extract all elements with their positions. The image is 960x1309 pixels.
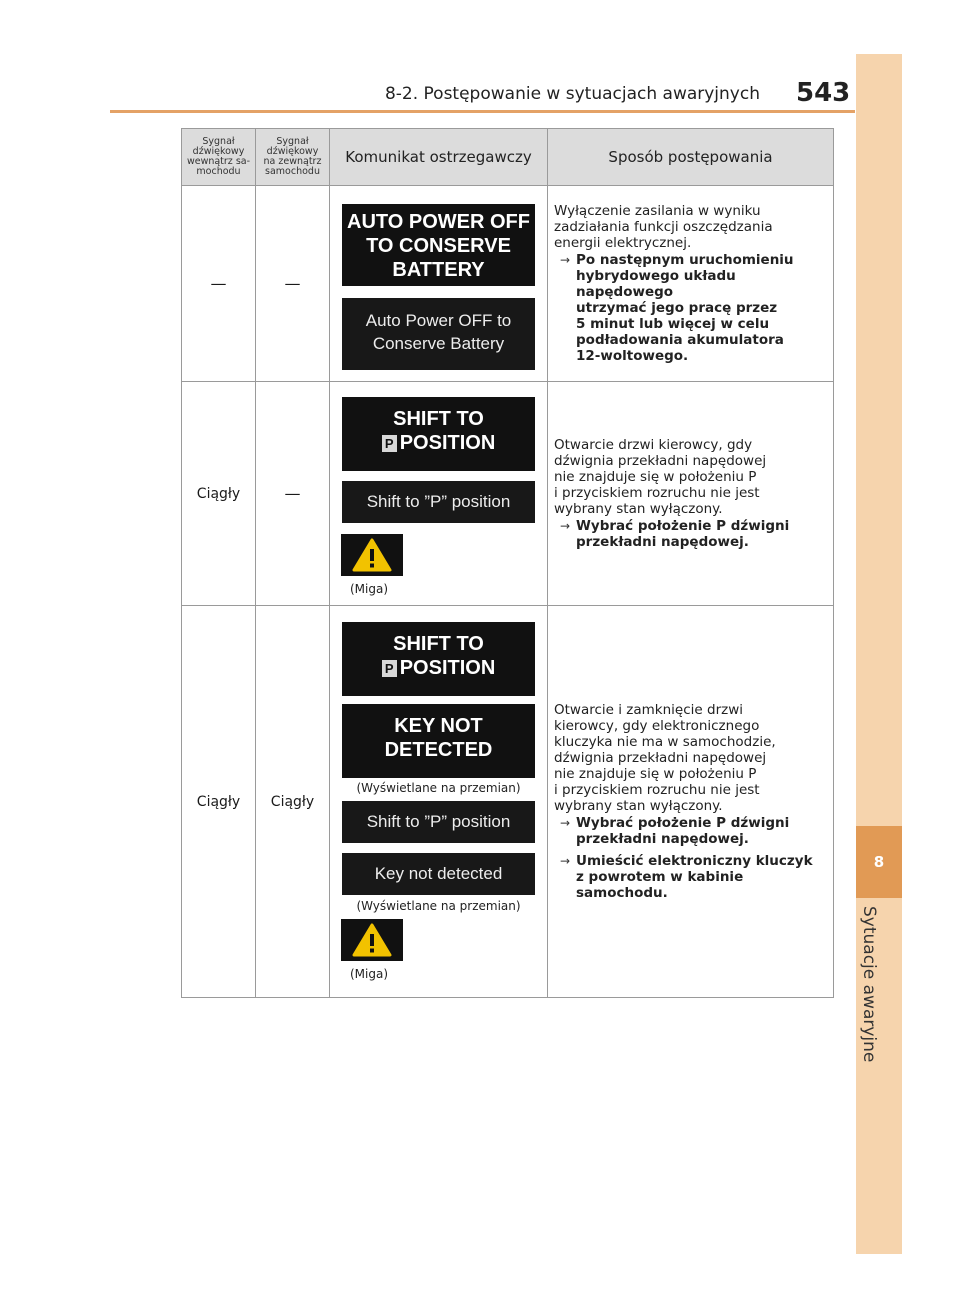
- step-line: 5 minut lub więcej w celu: [576, 316, 770, 332]
- desc-line: Wyłączenie zasilania w wyniku: [554, 203, 761, 219]
- inside-buzzer-cell: Ciągły: [182, 382, 256, 606]
- description: [554, 437, 829, 517]
- step-line: Wybrać położenie P dźwigni: [576, 815, 790, 831]
- desc-line: wybrany stan wyłączony.: [554, 798, 723, 814]
- action-step: [554, 252, 829, 364]
- p-badge-icon: P: [382, 435, 397, 452]
- display-auto-power-off-caps: [342, 204, 535, 286]
- message-cell: [330, 382, 548, 606]
- header-action: Sposób postępowania: [548, 129, 834, 186]
- display-key-not-detected: Key not detected: [342, 853, 535, 895]
- step-line: Umieścić elektroniczny kluczyk: [576, 853, 813, 869]
- inside-buzzer-cell: —: [182, 186, 256, 382]
- step-line: 12-woltowego.: [576, 348, 689, 364]
- chapter-tab[interactable]: 8: [856, 826, 902, 898]
- display-shift-to-p: Shift to ”P” position: [342, 481, 535, 523]
- desc-line: dźwignia przekładni napędowej: [554, 453, 767, 469]
- desc-line: nie znajduje się w położeniu P: [554, 766, 757, 782]
- arrow-right-icon: →: [559, 854, 571, 868]
- desc-line: Otwarcie i zamknięcie drzwi: [554, 702, 744, 718]
- header-message: Komunikat ostrzegawczy: [330, 129, 548, 186]
- warning-triangle-icon: [352, 538, 392, 572]
- display-key-not-detected-caps: [342, 704, 535, 778]
- display-text: Auto Power OFF to: [365, 311, 512, 330]
- display-text: POSITION: [399, 432, 496, 454]
- table-row: [182, 382, 834, 606]
- action-step: [554, 853, 829, 901]
- side-strip: [856, 54, 902, 1254]
- warning-triangle-icon: [352, 923, 392, 957]
- step-line: przekładni napędowej.: [576, 831, 749, 847]
- display-text: DETECTED: [384, 739, 493, 761]
- action-step: [554, 815, 829, 847]
- page-number: 543: [796, 78, 851, 108]
- warning-table: [181, 128, 834, 998]
- header-text: Sygnał: [276, 136, 309, 147]
- arrow-right-icon: →: [559, 816, 571, 830]
- outside-buzzer-cell: —: [256, 186, 330, 382]
- step-line: hybrydowego układu napędowego: [576, 268, 736, 300]
- desc-line: dźwignia przekładni napędowej: [554, 750, 767, 766]
- message-cell: [330, 186, 548, 382]
- arrow-right-icon: →: [559, 253, 571, 267]
- desc-line: nie znajduje się w położeniu P: [554, 469, 757, 485]
- display-shift-to-p-caps: [342, 397, 535, 471]
- action-cell: [548, 186, 834, 382]
- arrow-right-icon: →: [559, 519, 571, 533]
- step-line: Wybrać położenie P dźwigni: [576, 518, 790, 534]
- desc-line: zadziałania funkcji oszczędzania: [554, 219, 773, 235]
- inside-buzzer-cell: Ciągły: [182, 606, 256, 998]
- step-line: samochodu.: [576, 885, 668, 901]
- step-line: przekładni napędowej.: [576, 534, 749, 550]
- display-shift-to-p-caps: [342, 622, 535, 696]
- blink-caption: (Miga): [350, 582, 389, 596]
- header-text: wewnątrz sa-: [186, 156, 251, 167]
- desc-line: wybrany stan wyłączony.: [554, 501, 723, 517]
- display-text: POSITION: [399, 657, 496, 679]
- header-text: dźwiękowy: [192, 146, 245, 157]
- desc-line: Otwarcie drzwi kierowcy, gdy: [554, 437, 753, 453]
- display-text: KEY NOT: [394, 715, 483, 737]
- alternating-caption: (Wyświetlane na przemian): [356, 781, 521, 795]
- alternating-caption: (Wyświetlane na przemian): [356, 899, 521, 913]
- message-cell: [330, 606, 548, 998]
- action-step: [554, 518, 829, 550]
- desc-line: kluczyka nie ma w samochodzie,: [554, 734, 776, 750]
- chapter-label: Sytuacje awaryjne: [859, 906, 879, 1063]
- table-header-row: [182, 129, 834, 186]
- action-cell: [548, 606, 834, 998]
- header-text: Sygnał: [202, 136, 235, 147]
- warning-display: [341, 534, 403, 576]
- step-line: z powrotem w kabinie: [576, 869, 744, 885]
- header-outside-buzzer: [256, 129, 330, 186]
- p-badge-icon: P: [382, 660, 397, 677]
- header-inside-buzzer: [182, 129, 256, 186]
- action-cell: [548, 382, 834, 606]
- step-line: Po następnym uruchomieniu: [576, 252, 794, 268]
- desc-line: kierowcy, gdy elektronicznego: [554, 718, 760, 734]
- outside-buzzer-cell: Ciągły: [256, 606, 330, 998]
- display-shift-to-p: Shift to ”P” position: [342, 801, 535, 843]
- desc-line: i przyciskiem rozruchu nie jest: [554, 782, 760, 798]
- display-auto-power-off: [342, 298, 535, 370]
- outside-buzzer-cell: —: [256, 382, 330, 606]
- step-line: utrzymać jego pracę przez: [576, 300, 778, 316]
- display-text: BATTERY: [392, 259, 485, 281]
- warning-display: [341, 919, 403, 961]
- header-text: na zewnątrz: [263, 156, 322, 167]
- description: [554, 702, 829, 814]
- display-text: Conserve Battery: [372, 334, 505, 353]
- desc-line: i przyciskiem rozruchu nie jest: [554, 485, 760, 501]
- display-text: TO CONSERVE: [366, 235, 511, 257]
- header-rule: [110, 110, 855, 113]
- header-text: mochodu: [196, 166, 241, 177]
- display-text: SHIFT TO: [393, 633, 484, 655]
- table-row: [182, 186, 834, 382]
- display-text: SHIFT TO: [393, 408, 484, 430]
- blink-caption: (Miga): [350, 967, 389, 981]
- display-text: AUTO POWER OFF: [347, 211, 530, 233]
- desc-line: energii elektrycznej.: [554, 235, 692, 251]
- description: [554, 203, 829, 251]
- step-line: podładowania akumulatora: [576, 332, 784, 348]
- header-text: samochodu: [265, 166, 320, 177]
- running-header: 8-2. Postępowanie w sytuacjach awaryjnych: [384, 84, 760, 104]
- header-text: dźwiękowy: [266, 146, 319, 157]
- table-row: [182, 606, 834, 998]
